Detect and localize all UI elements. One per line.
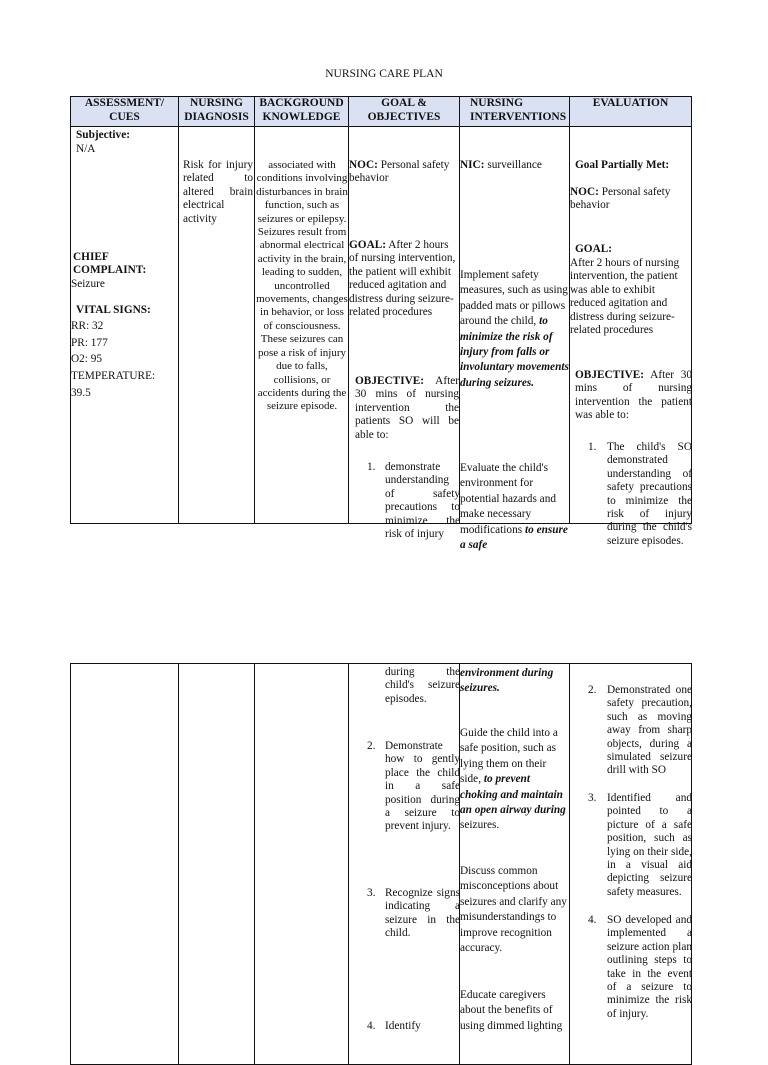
goals-noc-text: Personal safety behavior (349, 159, 450, 185)
subjective-value: N/A (76, 143, 96, 155)
intervention-3-rationale: to prevent choking and maintain an open airway during (460, 773, 566, 817)
goals-goal-text: After 2 hours of nursing intervention, the patient will exhibit reduced agitation and distress during seizure-related procedures (349, 239, 456, 319)
goals-goal (349, 239, 460, 319)
goals-item1-number: 1. (367, 461, 376, 473)
header-goals: GOAL & OBJECTIVES (349, 97, 460, 127)
background-cell-continued (255, 664, 349, 1065)
intervention-4: Discuss common misconceptions about seizures and clarify any misunderstandings to improve recognition accuracy. (460, 865, 567, 955)
intervention-1-text: Implement safety measures, such as using padded mats or pillows around the child, (460, 269, 568, 328)
evaluation-item3-text: Identified and pointed to a picture of a safe position, such as lying on their side, in a visual aid depicting seizure safety measures. (607, 792, 692, 898)
header-diagnosis: NURSING DIAGNOSIS (179, 97, 255, 127)
header-background: BACKGROUND KNOWLEDGE (255, 97, 349, 127)
evaluation-goal-label: GOAL: (575, 243, 613, 255)
table-row (71, 127, 692, 524)
evaluation-objective-text: After 30 mins of nursing intervention the patient was able to: (575, 369, 692, 422)
interventions-nic (460, 159, 570, 172)
background-cell (255, 127, 349, 524)
intervention-3 (460, 726, 570, 834)
background-text: associated with conditions involving disturbances in brain function, such as seizures or epilepsy. Seizures result from abnormal electrical activity in the brain, leading to sudden, uncontrolled movements, changes in behavior, or loss of consciousness. These seizures can pose a risk of injury due to falls, collisions, or accidents during the seizure episode. (256, 159, 348, 413)
intervention-2-continued: environment during seizures. (460, 667, 554, 695)
goals-item4-number: 4. (367, 1020, 376, 1032)
assessment-cell-continued (71, 664, 179, 1065)
evaluation-cell (570, 127, 692, 547)
care-plan-table-page-2 (70, 663, 692, 1065)
goals-goal-label: GOAL: (349, 239, 387, 251)
care-plan-table-page-1 (70, 96, 692, 552)
evaluation-item4-text: SO developed and implemented a seizure action plan outlining steps to take in the event of a seizure to minimize the risk of injury. (607, 914, 692, 1020)
intervention-1 (460, 268, 570, 391)
evaluation-item1-number: 1. (588, 441, 597, 453)
intervention-5: Educate caregivers about the benefits of using dimmed lighting (460, 989, 563, 1032)
evaluation-noc-text: Personal safety behavior (570, 186, 671, 212)
diagnosis-cell (179, 127, 255, 524)
intervention-2-text: Evaluate the child's environment for potential hazards and make necessary modifications (460, 462, 556, 536)
assessment-cell (71, 127, 179, 524)
header-assessment: ASSESSMENT/ CUES (71, 97, 179, 127)
evaluation-objective (575, 369, 692, 423)
evaluation-item2-number: 2. (588, 684, 597, 696)
goals-item2-number: 2. (367, 740, 376, 752)
header-interventions: NURSING INTERVENTIONS (460, 97, 570, 127)
goals-item1-text: demonstrate understanding of safety precautions to minimize the risk of injury (385, 461, 460, 541)
goals-objective-text: After 30 mins of nursing intervention the patients SO will be able to: (355, 375, 459, 441)
evaluation-goal-text: After 2 hours of nursing intervention, the patient was able to exhibit reduced agitation and distress during seizure-related procedures (570, 257, 680, 337)
goals-item1-continued: during the child's seizure episodes. (385, 666, 460, 705)
intervention-2 (460, 461, 570, 553)
nic-text: surveillance (487, 159, 542, 171)
goals-cell-continued (349, 664, 460, 1065)
goals-item2-text: Demonstrate how to gently place the child in a safe position during a seizure to prevent injury. (385, 740, 460, 833)
evaluation-noc-label: NOC: (570, 186, 599, 198)
goals-item4-text: Identify (385, 1020, 421, 1032)
goals-objective-label: OBJECTIVE: (355, 375, 425, 387)
header-evaluation: EVALUATION (570, 97, 692, 127)
chief-complaint-value: Seizure (71, 278, 105, 290)
chief-complaint-label: CHIEF COMPLAINT: (73, 251, 147, 277)
goals-objective (355, 375, 459, 442)
intervention-3-end: seizures. (460, 819, 500, 832)
interventions-cell (460, 127, 570, 552)
vital-signs-label: VITAL SIGNS: (76, 304, 151, 316)
temperature-label: TEMPERATURE: (71, 370, 156, 382)
evaluation-item1-text: The child's SO demonstrated understanding of safety precautions to minimize the risk of injury during the child's seizure episodes. (607, 441, 692, 547)
vital-rr: RR: 32 (71, 320, 104, 332)
table-header-row (71, 97, 692, 127)
nic-label: NIC: (460, 159, 485, 171)
evaluation-item3-number: 3. (588, 792, 597, 804)
temperature-value: 39.5 (71, 387, 91, 399)
goals-cell (349, 127, 460, 541)
evaluation-cell-continued (570, 664, 692, 1065)
goals-noc-label: NOC: (349, 159, 378, 171)
evaluation-status: Goal Partially Met: (575, 159, 670, 171)
vital-o2: O2: 95 (71, 353, 103, 365)
vital-pr: PR: 177 (71, 337, 108, 349)
evaluation-item4-number: 4. (588, 914, 597, 926)
evaluation-noc (570, 186, 692, 213)
diagnosis-text: Risk for injury related to altered brain electrical activity (183, 159, 253, 225)
interventions-cell-continued (460, 664, 570, 1065)
goals-item3-number: 3. (367, 887, 376, 899)
intervention-2-rationale: to ensure a safe (460, 523, 568, 552)
page-title: NURSING CARE PLAN (325, 68, 443, 80)
diagnosis-cell-continued (179, 664, 255, 1065)
goals-noc (349, 159, 460, 186)
intervention-1-rationale: to minimize the risk of injury from falls or involuntary movements during seizures. (460, 315, 569, 389)
goals-item3-text: Recognize signs indicating a seizure in the child. (385, 887, 460, 940)
intervention-3-text: Guide the child into a safe position, such as lying them on their side, (460, 727, 558, 786)
evaluation-objective-label: OBJECTIVE: (575, 369, 645, 381)
subjective-label: Subjective: (76, 129, 130, 141)
table-row (71, 664, 692, 1065)
evaluation-item2-text: Demonstrated one safety precaution, such as moving away from sharp objects, during a simulated seizure drill with SO (607, 684, 692, 777)
